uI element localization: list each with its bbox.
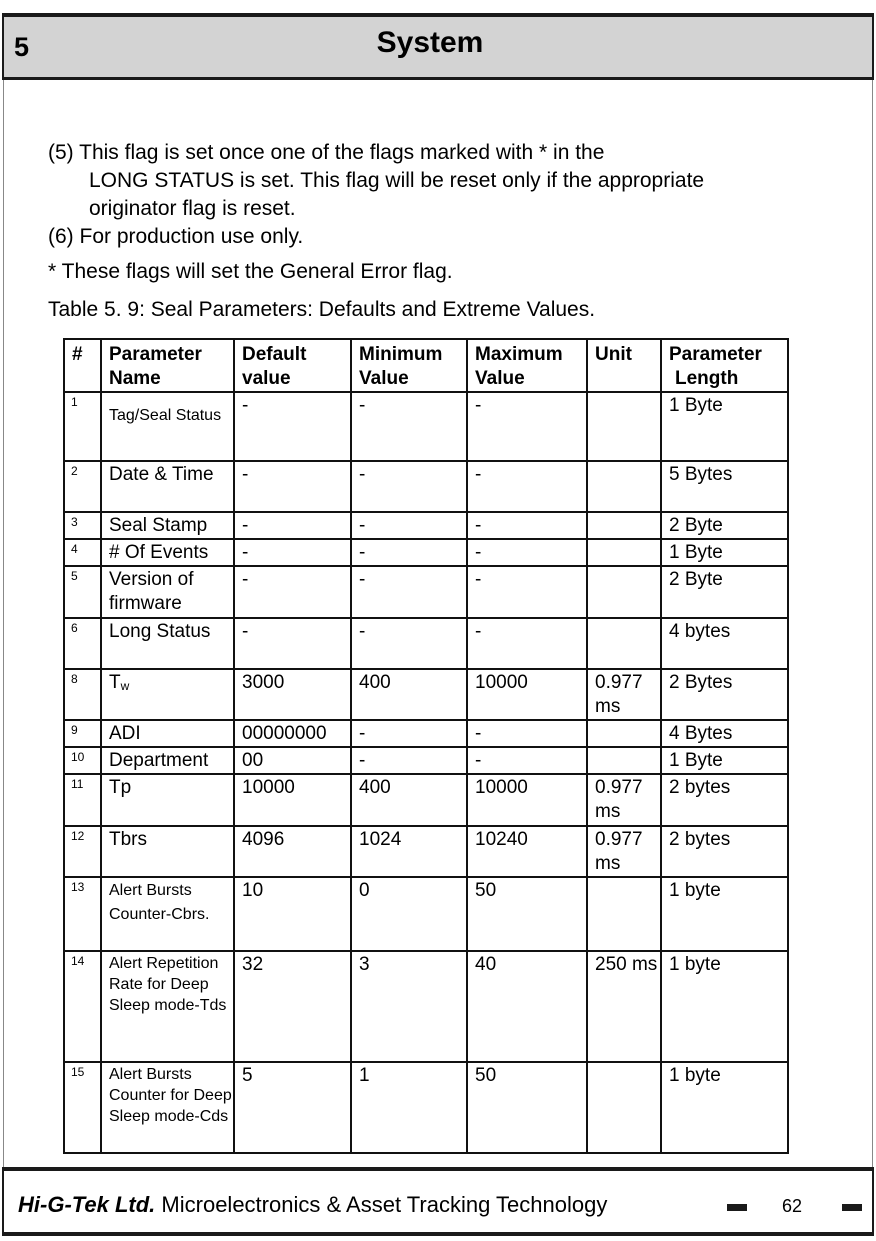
header-minimum-value: Minimum Value — [351, 339, 467, 392]
header-unit: Unit — [587, 339, 661, 392]
footer-top-rule — [2, 1167, 874, 1171]
cell-unit: 0.977 ms — [587, 774, 661, 826]
cell-default: 00 — [234, 747, 351, 774]
cell-index: 9 — [64, 720, 101, 747]
cell-unit — [587, 720, 661, 747]
cell-maximum: - — [467, 539, 587, 566]
cell-unit — [587, 512, 661, 539]
table-row — [64, 618, 788, 669]
note-5-line-1: (5) This flag is set once one of the flags marked with * in the — [48, 141, 605, 164]
cell-unit — [587, 1062, 661, 1153]
seal-parameters-table — [63, 338, 789, 1154]
cell-default: - — [234, 392, 351, 461]
cell-maximum: - — [467, 720, 587, 747]
cell-index: 6 — [64, 618, 101, 669]
cell-maximum: 10240 — [467, 826, 587, 877]
table-row — [64, 461, 788, 512]
cell-minimum: 1 — [351, 1062, 467, 1153]
table-row — [64, 877, 788, 951]
cell-maximum: - — [467, 566, 587, 618]
cell-parameter-name: Tag/Seal Status — [101, 392, 234, 461]
footer-text — [18, 1192, 607, 1218]
page-left-border — [3, 80, 4, 1167]
cell-unit — [587, 539, 661, 566]
table-row — [64, 566, 788, 618]
cell-index: 5 — [64, 566, 101, 618]
cell-parameter-name: Version of firmware — [101, 566, 234, 618]
cell-default: 32 — [234, 951, 351, 1062]
cell-length: 2 bytes — [661, 774, 788, 826]
page-number: 62 — [782, 1196, 803, 1216]
table-row — [64, 774, 788, 826]
cell-minimum: - — [351, 461, 467, 512]
cell-length: 1 Byte — [661, 539, 788, 566]
cell-length: 2 bytes — [661, 826, 788, 877]
chapter-number: 5 — [14, 32, 30, 62]
cell-length: 2 Byte — [661, 512, 788, 539]
cell-length: 1 byte — [661, 877, 788, 951]
cell-maximum: 40 — [467, 951, 587, 1062]
cell-default: - — [234, 512, 351, 539]
cell-maximum: 50 — [467, 1062, 587, 1153]
cell-length: 1 byte — [661, 951, 788, 1062]
cell-index: 10 — [64, 747, 101, 774]
cell-length: 4 Bytes — [661, 720, 788, 747]
cell-unit: 0.977 ms — [587, 669, 661, 720]
table-row — [64, 1062, 788, 1153]
cell-index: 8 — [64, 669, 101, 720]
cell-default: 5 — [234, 1062, 351, 1153]
cell-maximum: - — [467, 461, 587, 512]
cell-index: 11 — [64, 774, 101, 826]
cell-default: 10 — [234, 877, 351, 951]
cell-parameter-name: Tbrs — [101, 826, 234, 877]
cell-unit — [587, 877, 661, 951]
cell-maximum: - — [467, 618, 587, 669]
cell-default: 3000 — [234, 669, 351, 720]
cell-maximum: 10000 — [467, 669, 587, 720]
table-row — [64, 951, 788, 1062]
company-tagline: Microelectronics & Asset Tracking Technology — [161, 1192, 608, 1217]
cell-minimum: 1024 — [351, 826, 467, 877]
page-title: System — [376, 26, 484, 59]
note-5-line-3: originator flag is reset. — [89, 197, 296, 220]
cell-parameter-name: Alert Bursts Counter-Cbrs. — [101, 877, 234, 951]
cell-default: - — [234, 539, 351, 566]
cell-maximum: - — [467, 392, 587, 461]
cell-unit — [587, 392, 661, 461]
cell-minimum: - — [351, 566, 467, 618]
page-right-border — [872, 80, 873, 1167]
note-5 — [48, 139, 704, 251]
cell-parameter-name: # Of Events — [101, 539, 234, 566]
company-name: Hi-G-Tek Ltd. — [18, 1192, 156, 1217]
table-row — [64, 826, 788, 877]
header-parameter-name: Parameter Name — [101, 339, 234, 392]
cell-default: - — [234, 461, 351, 512]
cell-unit — [587, 461, 661, 512]
table-header-row — [64, 339, 788, 392]
footer-right-border — [872, 1167, 874, 1236]
cell-parameter-name: $T_w$ — [101, 669, 234, 720]
cell-maximum: 10000 — [467, 774, 587, 826]
cell-index: 14 — [64, 951, 101, 1062]
cell-parameter-name: ADI — [101, 720, 234, 747]
table-row — [64, 747, 788, 774]
cell-default: 10000 — [234, 774, 351, 826]
footer-left-border — [2, 1167, 4, 1236]
cell-default: 4096 — [234, 826, 351, 877]
cell-length: 2 Byte — [661, 566, 788, 618]
cell-unit — [587, 747, 661, 774]
cell-index: 15 — [64, 1062, 101, 1153]
asterisk-note: * These flags will set the General Error flag. — [48, 260, 453, 283]
cell-unit: 250 ms — [587, 951, 661, 1062]
cell-minimum: 3 — [351, 951, 467, 1062]
cell-parameter-name: Long Status — [101, 618, 234, 669]
cell-index: 13 — [64, 877, 101, 951]
cell-parameter-name: Alert Bursts Counter for Deep Sleep mode-Cds — [101, 1062, 234, 1153]
cell-parameter-name: Date & Time — [101, 461, 234, 512]
cell-default: - — [234, 618, 351, 669]
cell-minimum: 0 — [351, 877, 467, 951]
cell-unit: 0.977 ms — [587, 826, 661, 877]
table-caption: Table 5. 9: Seal Parameters: Defaults and Extreme Values. — [48, 298, 596, 321]
cell-unit — [587, 618, 661, 669]
cell-maximum: - — [467, 747, 587, 774]
table-row — [64, 539, 788, 566]
cell-minimum: - — [351, 392, 467, 461]
cell-minimum: - — [351, 747, 467, 774]
header-bottom-rule — [2, 77, 874, 80]
cell-index: 12 — [64, 826, 101, 877]
cell-minimum: - — [351, 720, 467, 747]
cell-minimum: - — [351, 539, 467, 566]
table-row — [64, 392, 788, 461]
cell-length: 1 Byte — [661, 392, 788, 461]
cell-length: 4 bytes — [661, 618, 788, 669]
note-6: (6) For production use only. — [48, 225, 304, 248]
cell-maximum: - — [467, 512, 587, 539]
cell-length: 1 Byte — [661, 747, 788, 774]
header-maximum-value: Maximum Value — [467, 339, 587, 392]
table-row — [64, 720, 788, 747]
cell-length: 1 byte — [661, 1062, 788, 1153]
table-row — [64, 512, 788, 539]
cell-index: 4 — [64, 539, 101, 566]
cell-maximum: 50 — [467, 877, 587, 951]
cell-minimum: - — [351, 618, 467, 669]
footer-bottom-rule — [2, 1232, 874, 1236]
cell-index: 3 — [64, 512, 101, 539]
cell-length: 2 Bytes — [661, 669, 788, 720]
header-parameter-length: Parameter Length — [661, 339, 788, 392]
cell-parameter-name: Alert Repetition Rate for Deep Sleep mode-Tds — [101, 951, 234, 1062]
cell-length: 5 Bytes — [661, 461, 788, 512]
page-dash-right — [842, 1204, 862, 1211]
cell-parameter-name: Tp — [101, 774, 234, 826]
cell-unit — [587, 566, 661, 618]
cell-index: 1 — [64, 392, 101, 461]
cell-parameter-name: Department — [101, 747, 234, 774]
cell-default: 00000000 — [234, 720, 351, 747]
cell-parameter-name: Seal Stamp — [101, 512, 234, 539]
cell-default: - — [234, 566, 351, 618]
note-5-line-2: LONG STATUS is set. This flag will be reset only if the appropriate — [89, 169, 705, 192]
header-right-border — [872, 13, 874, 80]
page-dash-left — [727, 1204, 747, 1211]
table-row — [64, 669, 788, 720]
cell-index: 2 — [64, 461, 101, 512]
cell-minimum: - — [351, 512, 467, 539]
cell-minimum: 400 — [351, 774, 467, 826]
header-default-value: Default value — [234, 339, 351, 392]
header-index: # — [64, 339, 101, 392]
cell-minimum: 400 — [351, 669, 467, 720]
